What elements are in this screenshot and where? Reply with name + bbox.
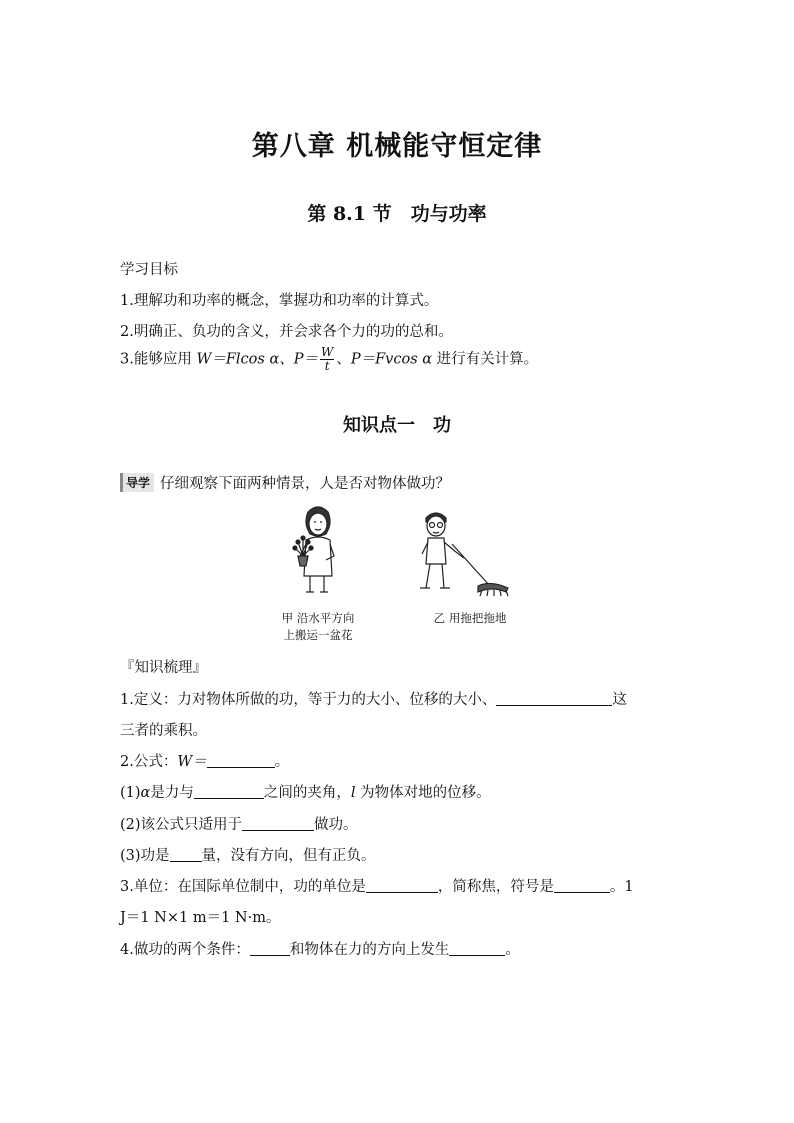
summary-line-2 <box>120 750 289 771</box>
summary-line-5 <box>120 844 376 865</box>
objectives-heading: 学习目标 <box>120 262 178 278</box>
l-symbol: l <box>350 785 356 801</box>
fill-blank[interactable] <box>250 941 290 956</box>
conditions-end: 。 <box>505 942 520 958</box>
summary-line-7 <box>120 938 520 959</box>
applicability-tail: 做功。 <box>314 817 358 833</box>
unit-tail: 。1 <box>609 879 634 895</box>
scalar-text: (3)功是 <box>120 848 170 864</box>
summary-heading: 『知识梳理』 <box>120 660 207 676</box>
conditions-mid: 和物体在力的方向上发生 <box>289 942 450 958</box>
summary-line-6-cont: J＝1 N×1 m＝1 N·m。 <box>120 910 281 926</box>
caption-right: 乙 用拖把拖地 <box>433 611 507 625</box>
guide-line <box>120 472 450 493</box>
scalar-tail: 量，没有方向，但有正负。 <box>201 848 376 864</box>
objective-3-sep: 、 <box>336 351 351 368</box>
angle-tail: 之间的夹角， <box>263 785 351 801</box>
fraction-denominator: t <box>324 359 330 373</box>
item-number: (1) <box>120 785 141 801</box>
definition-tail: 这 <box>612 692 627 708</box>
unit-text: 3.单位：在国际单位制中，功的单位是 <box>120 879 366 895</box>
formula-power-lhs: 、P＝ <box>279 351 319 368</box>
caption-left-line2: 上搬运一盆花 <box>283 628 353 642</box>
caption-left <box>270 610 366 644</box>
fill-blank[interactable] <box>194 784 264 799</box>
fraction-numerator: W <box>321 345 334 359</box>
formula-fraction <box>320 346 334 373</box>
formula-power: P＝Fvcos α <box>350 351 433 368</box>
man-mopping-illustration <box>412 508 524 600</box>
fill-blank[interactable] <box>242 816 314 831</box>
summary-line-3 <box>120 781 491 802</box>
summary-line-1 <box>120 688 627 709</box>
chapter-title: 第八章 机械能守恒定律 <box>251 131 543 162</box>
formula-end: 。 <box>274 754 290 770</box>
fill-blank[interactable] <box>207 753 275 768</box>
angle-text: 是力与 <box>150 785 194 801</box>
applicability-text: (2)该公式只适用于 <box>120 817 243 833</box>
guide-question: 仔细观察下面两种情景，人是否对物体做功？ <box>160 476 451 492</box>
summary-line-4 <box>120 813 358 834</box>
objective-3-prefix: 3.能够应用 <box>120 351 197 368</box>
unit-mid: ，简称焦，符号是 <box>437 879 554 895</box>
fill-blank[interactable] <box>496 691 612 706</box>
definition-text: 1.定义：力对物体所做的功，等于力的大小、位移的大小、 <box>120 692 497 708</box>
guide-tag: 导学 <box>120 473 154 492</box>
woman-carrying-flowers-illustration <box>286 504 346 600</box>
fill-blank[interactable] <box>366 878 438 893</box>
objective-3 <box>120 346 538 373</box>
formula-label: 2.公式： <box>120 754 178 770</box>
knowledge-point-title: 知识点一 功 <box>343 415 451 436</box>
objective-1: 1.理解功和功率的概念，掌握功和功率的计算式。 <box>120 293 439 309</box>
conditions-text: 4.做功的两个条件： <box>120 942 250 958</box>
objective-3-suffix: 进行有关计算。 <box>432 351 539 368</box>
caption-left-line1: 甲 沿水平方向 <box>281 611 355 625</box>
section-title: 第 8.1 节 功与功率 <box>307 203 487 225</box>
summary-line-1-cont: 三者的乘积。 <box>120 723 207 739</box>
displacement-text: 为物体对地的位移。 <box>355 785 491 801</box>
objective-2: 2.明确正、负功的含义，并会求各个力的功的总和。 <box>120 324 453 340</box>
formula-work: W＝Flcos α <box>196 351 280 368</box>
fill-blank[interactable] <box>449 941 505 956</box>
fill-blank[interactable] <box>554 878 610 893</box>
formula-w: W＝ <box>177 754 207 770</box>
fill-blank[interactable] <box>170 847 202 862</box>
summary-line-6 <box>120 875 634 896</box>
alpha-symbol: α <box>140 785 151 801</box>
